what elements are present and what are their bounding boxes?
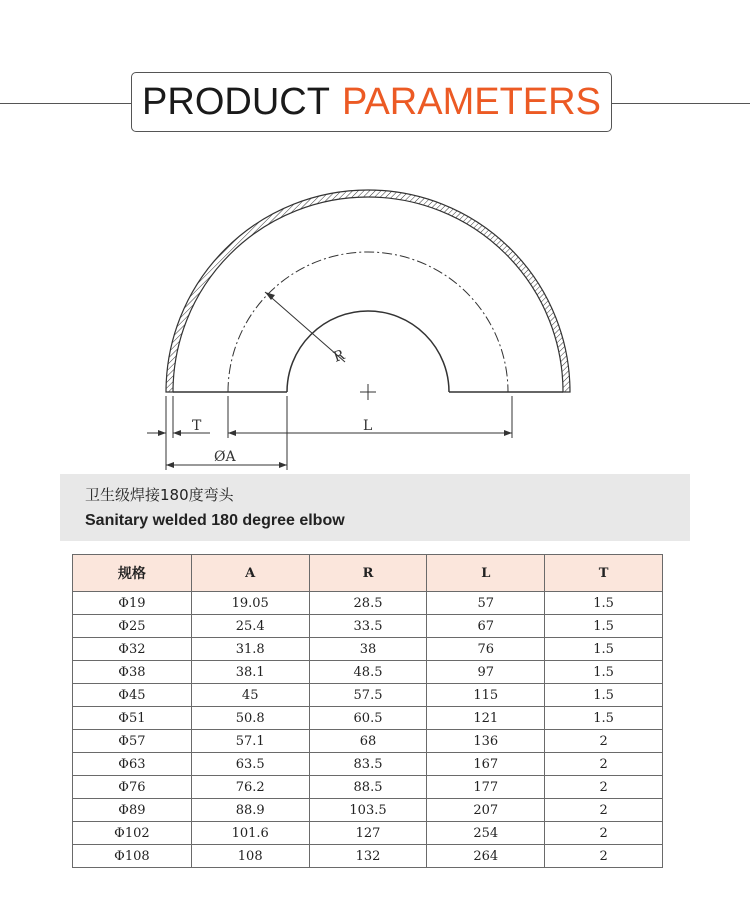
cell-l: 264 — [427, 845, 545, 868]
cell-t: 2 — [545, 822, 663, 845]
header-a: A — [191, 555, 309, 592]
cell-r: 103.5 — [309, 799, 427, 822]
cell-a: 19.05 — [191, 592, 309, 615]
cell-a: 101.6 — [191, 822, 309, 845]
cell-t: 2 — [545, 799, 663, 822]
cell-t: 2 — [545, 776, 663, 799]
cell-spec: Φ38 — [73, 661, 192, 684]
cell-spec: Φ63 — [73, 753, 192, 776]
table-row — [73, 730, 663, 753]
cell-t: 1.5 — [545, 615, 663, 638]
cell-spec: Φ108 — [73, 845, 192, 868]
cell-spec: Φ45 — [73, 684, 192, 707]
table-row — [73, 661, 663, 684]
cell-a: 25.4 — [191, 615, 309, 638]
cell-a: 57.1 — [191, 730, 309, 753]
label-r: R — [331, 347, 347, 366]
cell-t: 2 — [545, 845, 663, 868]
cell-spec: Φ102 — [73, 822, 192, 845]
label-t: T — [192, 418, 202, 434]
table-row — [73, 615, 663, 638]
cell-r: 127 — [309, 822, 427, 845]
table-row — [73, 638, 663, 661]
cell-l: 136 — [427, 730, 545, 753]
cell-t: 1.5 — [545, 684, 663, 707]
cell-a: 45 — [191, 684, 309, 707]
table-row — [73, 776, 663, 799]
elbow-diagram — [0, 150, 750, 480]
cell-spec: Φ76 — [73, 776, 192, 799]
cell-r: 28.5 — [309, 592, 427, 615]
cell-l: 121 — [427, 707, 545, 730]
cell-l: 254 — [427, 822, 545, 845]
cell-t: 1.5 — [545, 592, 663, 615]
cell-spec: Φ57 — [73, 730, 192, 753]
table-row — [73, 707, 663, 730]
cell-a: 76.2 — [191, 776, 309, 799]
header-spec: 规格 — [73, 555, 192, 592]
cell-a: 38.1 — [191, 661, 309, 684]
cell-r: 68 — [309, 730, 427, 753]
cell-l: 57 — [427, 592, 545, 615]
table-header-row — [73, 555, 663, 592]
label-a: ØA — [214, 449, 236, 465]
cell-l: 76 — [427, 638, 545, 661]
cell-spec: Φ25 — [73, 615, 192, 638]
cell-l: 97 — [427, 661, 545, 684]
cell-r: 48.5 — [309, 661, 427, 684]
title-rule-right — [612, 103, 750, 104]
header-t: T — [545, 555, 663, 592]
title-word-product: PRODUCT — [142, 80, 330, 123]
cell-t: 1.5 — [545, 707, 663, 730]
table-row — [73, 592, 663, 615]
elbow-inner-arc — [287, 311, 449, 392]
cell-a: 63.5 — [191, 753, 309, 776]
cell-r: 132 — [309, 845, 427, 868]
title-word-parameters: PARAMETERS — [341, 80, 601, 123]
caption-english: Sanitary welded 180 degree elbow — [85, 512, 345, 529]
table-row — [73, 822, 663, 845]
header-r: R — [309, 555, 427, 592]
cell-spec: Φ51 — [73, 707, 192, 730]
cell-r: 60.5 — [309, 707, 427, 730]
cell-r: 33.5 — [309, 615, 427, 638]
elbow-centerline — [228, 252, 508, 392]
cell-l: 207 — [427, 799, 545, 822]
cell-a: 88.9 — [191, 799, 309, 822]
title-rule-left — [0, 103, 131, 104]
elbow-wall — [166, 190, 570, 392]
table-row — [73, 845, 663, 868]
cell-a: 31.8 — [191, 638, 309, 661]
cell-r: 38 — [309, 638, 427, 661]
label-l: L — [363, 418, 373, 434]
cell-r: 83.5 — [309, 753, 427, 776]
cell-t: 2 — [545, 730, 663, 753]
cell-r: 57.5 — [309, 684, 427, 707]
parameters-table — [72, 554, 663, 868]
table-row — [73, 799, 663, 822]
cell-a: 50.8 — [191, 707, 309, 730]
cell-t: 1.5 — [545, 638, 663, 661]
caption-chinese: 卫生级焊接180度弯头 — [85, 486, 234, 504]
cell-spec: Φ32 — [73, 638, 192, 661]
cell-spec: Φ19 — [73, 592, 192, 615]
cell-t: 1.5 — [545, 661, 663, 684]
cell-t: 2 — [545, 753, 663, 776]
cell-l: 67 — [427, 615, 545, 638]
cell-l: 177 — [427, 776, 545, 799]
cell-l: 115 — [427, 684, 545, 707]
cell-l: 167 — [427, 753, 545, 776]
table-row — [73, 753, 663, 776]
header-l: L — [427, 555, 545, 592]
table-row — [73, 684, 663, 707]
caption-band — [60, 474, 690, 541]
cell-r: 88.5 — [309, 776, 427, 799]
page-title — [131, 72, 612, 132]
cell-a: 108 — [191, 845, 309, 868]
cell-spec: Φ89 — [73, 799, 192, 822]
